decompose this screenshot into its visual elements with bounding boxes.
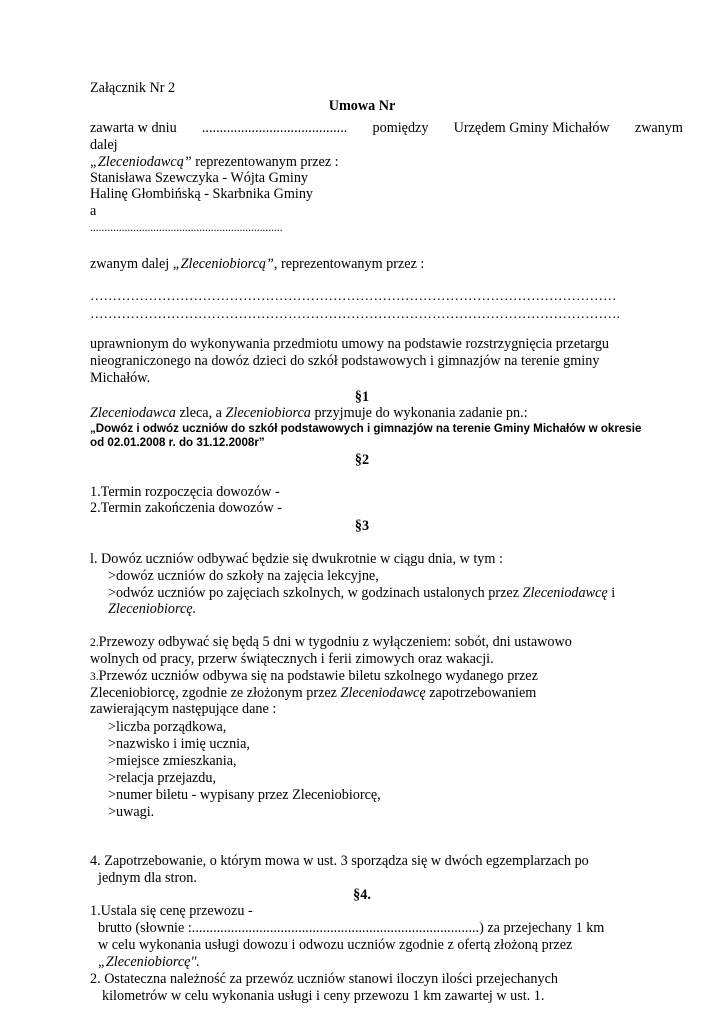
s3-p1b-orderer: Zleceniodawcę bbox=[522, 585, 608, 601]
s3-p3b-orderer: Zleceniodawcę bbox=[340, 685, 426, 701]
orderer-name: Zleceniodawca bbox=[90, 405, 176, 421]
s4-p2b: kilometrów w celu wykonania usługi i ceny przewozu 1 km zawartej w ust. 1. bbox=[102, 988, 545, 1004]
s4-p2a: 2. Ostateczna należność za przewóz uczniów stanowi iloczyn ilości przejechanych bbox=[90, 971, 558, 987]
s4-p1d: „Zleceniobiorcę". bbox=[98, 954, 200, 970]
client-line bbox=[90, 154, 339, 171]
s3-p4a: 4. Zapotrzebowanie, o którym mowa w ust. 3 sporządza się w dwóch egzemplarzach po bbox=[90, 853, 589, 869]
intro-between: pomiędzy bbox=[372, 120, 429, 136]
section-1-heading: §1 bbox=[354, 389, 370, 405]
representative-2: Halinę Głombińską - Skarbnika Gminy bbox=[90, 186, 314, 202]
s3-p3b bbox=[90, 685, 536, 702]
list-item: >liczba porządkowa, bbox=[108, 719, 227, 735]
rep-dots-2: ………………………………………………………………………………………………………. bbox=[90, 306, 620, 321]
list-item: >nazwisko i imię ucznia, bbox=[108, 736, 250, 752]
authorization-line-3: Michałów. bbox=[90, 370, 151, 386]
s4-p1a: 1.Ustala się cenę przewozu - bbox=[90, 903, 253, 919]
client-name: „Zleceniodawcą” bbox=[90, 154, 192, 170]
s3-p1b-post: i bbox=[607, 585, 616, 601]
task-title-2: od 02.01.2008 r. do 31.12.2008r” bbox=[90, 436, 265, 449]
s3-p3-num: 3. bbox=[90, 671, 99, 683]
authorization-line-2: nieograniczonego na dowóz dzieci do szkół podstawowych i gimnazjów na terenie gminy bbox=[90, 353, 600, 369]
s3-p2a bbox=[90, 634, 572, 652]
s3-p4b: jednym dla stron. bbox=[98, 870, 197, 886]
list-item: >numer biletu - wypisany przez Zleceniobiorcę, bbox=[108, 787, 381, 803]
s3-p2a-text: Przewozy odbywać się będą 5 dni w tygodniu z wyłączeniem: sobót, dni ustawowo bbox=[98, 634, 572, 650]
intro-date-dots: ......................................... bbox=[201, 120, 348, 136]
intro-office: Urzędem Gminy Michałów bbox=[453, 120, 610, 136]
party-dots: ................................................................... bbox=[90, 222, 283, 234]
s3-p2-num: 2. bbox=[90, 637, 99, 649]
list-item: >miejsce zmieszkania, bbox=[108, 753, 237, 769]
s4-p1c: w celu wykonania usługi dowozu i odwozu uczniów zgodnie z ofertą złożoną przez bbox=[98, 937, 573, 953]
section-4-heading: §4. bbox=[353, 887, 371, 903]
s3-p3b-pre: Zleceniobiorcę, zgodnie ze złożonym przez bbox=[90, 685, 341, 701]
intro-further: dalej bbox=[90, 137, 118, 153]
and-word: a bbox=[90, 203, 97, 219]
client-represented: reprezentowanym przez : bbox=[191, 154, 339, 170]
s3-p1a: >dowóz uczniów do szkoły na zajęcia lekcyjne, bbox=[108, 568, 379, 584]
start-date-line: 1.Termin rozpoczęcia dowozów - bbox=[90, 484, 280, 500]
contractor-represented: reprezentowanym przez : bbox=[277, 256, 425, 272]
s3-p1c: Zleceniobiorcę. bbox=[108, 601, 197, 617]
intro-called: zwanym bbox=[634, 120, 683, 136]
representative-1: Stanisława Szewczyka - Wójta Gminy bbox=[90, 170, 309, 186]
end-date-line: 2.Termin zakończenia dowozów - bbox=[90, 500, 283, 516]
s3-p2b: wolnych od pracy, przerw świątecznych i ferii zimowych oraz wakacji. bbox=[90, 651, 494, 667]
s3-p3c: zawierającym następujące dane : bbox=[90, 701, 277, 717]
s4-p1b: brutto (słownie :.................................................................................) za przejechany 1 km bbox=[98, 920, 605, 936]
section-3-heading: §3 bbox=[354, 518, 370, 534]
list-item: >relacja przejazdu, bbox=[108, 770, 217, 786]
taker-name: Zleceniobiorca bbox=[225, 405, 311, 421]
contractor-name: „Zleceniobiorcą”, bbox=[172, 256, 278, 272]
s3-p1b bbox=[108, 585, 615, 602]
list-item: >uwagi. bbox=[108, 804, 155, 820]
contractor-line bbox=[90, 256, 424, 273]
s3-p3a bbox=[90, 668, 538, 686]
task-title-1: „Dowóz i odwóz uczniów do szkół podstawowych i gimnazjów na terenie Gminy Michałów w okresie bbox=[90, 422, 642, 435]
section-2-heading: §2 bbox=[354, 452, 370, 468]
s3-p1b-pre: >odwóz uczniów po zajęciach szkolnych, w godzinach ustalonych przez bbox=[108, 585, 523, 601]
section-1-intro bbox=[90, 405, 528, 422]
intro-concluded: zawarta w dniu bbox=[90, 120, 177, 136]
contractor-called: zwanym dalej bbox=[90, 256, 173, 272]
annex-label: Załącznik Nr 2 bbox=[90, 80, 176, 96]
accepts-text: przyjmuje do wykonania zadanie pn.: bbox=[310, 405, 528, 421]
rep-dots-1: ……………………………………………………………………………………………………… bbox=[90, 288, 617, 303]
intro-line bbox=[90, 120, 683, 137]
authorization-line-1: uprawnionym do wykonywania przedmiotu umowy na podstawie rozstrzygnięcia przetargu bbox=[90, 336, 610, 352]
contract-title: Umowa Nr bbox=[328, 98, 396, 114]
s3-p1: l. Dowóz uczniów odbywać będzie się dwukrotnie w ciągu dnia, w tym : bbox=[90, 551, 503, 567]
orders-text: zleca, a bbox=[175, 405, 226, 421]
s3-p3b-post: zapotrzebowaniem bbox=[425, 685, 537, 701]
s3-p3a-text: Przewóz uczniów odbywa się na podstawie biletu szkolnego wydanego przez bbox=[98, 668, 538, 684]
